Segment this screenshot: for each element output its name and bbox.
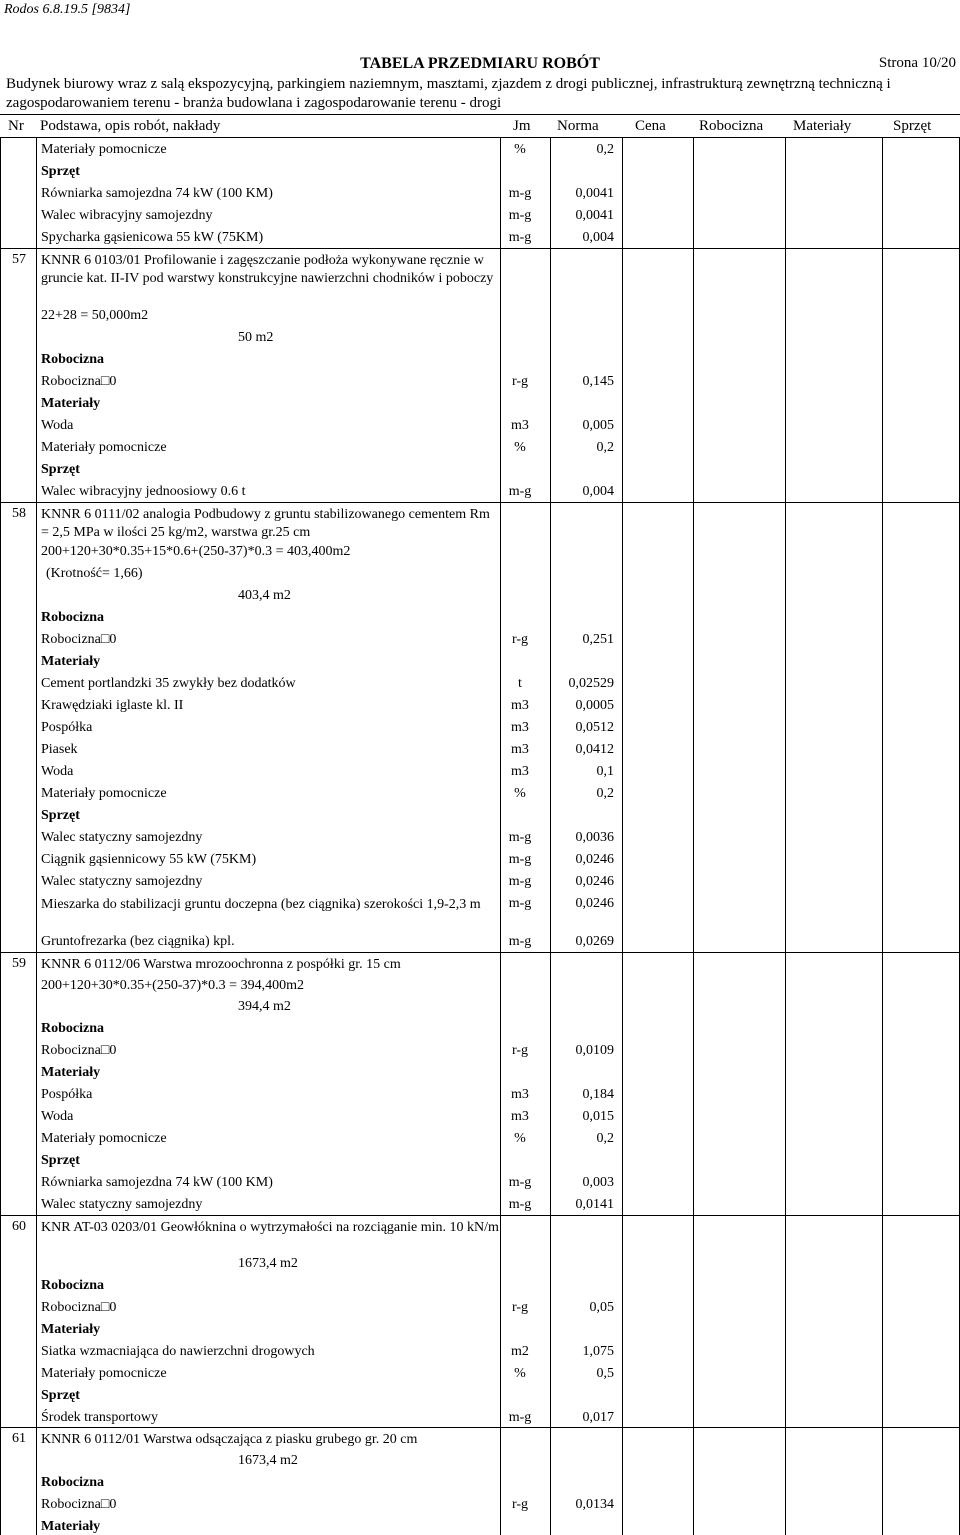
resource-norma: 0,0246 [575, 874, 614, 889]
col-header-cena: Cena [635, 118, 666, 134]
column-rule [0, 137, 1, 1535]
position-separator [0, 502, 960, 503]
resource-norma: 0,0041 [575, 208, 614, 223]
quantity-calculation: 22+28 = 50,000m2 [41, 308, 149, 323]
column-rule [693, 137, 694, 1535]
resource-name: Walec statyczny samojezdny [41, 830, 203, 845]
resource-unit: m3 [511, 698, 529, 713]
resource-norma: 0,0134 [575, 1497, 614, 1512]
resource-unit: r-g [511, 1497, 529, 1512]
resource-unit: m-g [508, 874, 532, 889]
position-separator [0, 1427, 960, 1428]
resource-name: Równiarka samojezdna 74 kW (100 KM) [41, 186, 273, 201]
column-rule [36, 137, 37, 1535]
section-heading: Materiały [41, 1519, 101, 1534]
section-heading: Robocizna [41, 1475, 104, 1490]
resource-norma: 1,075 [582, 1344, 614, 1359]
resource-name: Walec statyczny samojezdny [41, 1197, 203, 1212]
section-heading: Materiały [41, 1322, 101, 1337]
resource-norma: 0,2 [596, 786, 614, 801]
resource-unit: m3 [511, 742, 529, 757]
section-heading: Robocizna [41, 610, 104, 625]
resource-unit: m3 [511, 418, 529, 433]
resource-name: Robocizna□0 [41, 1300, 117, 1315]
resource-unit: t [518, 676, 522, 691]
resource-unit: m3 [511, 720, 529, 735]
resource-norma: 0,2 [596, 440, 614, 455]
resource-norma: 0,0005 [575, 698, 614, 713]
position-description: KNNR 6 0112/01 Warstwa odsączająca z piasku grubego gr. 20 cm [41, 1432, 418, 1447]
resource-norma: 0,02529 [568, 676, 614, 691]
resource-norma: 0,251 [582, 632, 614, 647]
resource-unit: r-g [511, 1300, 529, 1315]
resource-name: Pospółka [41, 720, 93, 735]
subtitle-line-2: zagospodarowaniem terenu - branża budowlana i zagospodarowanie terenu - drogi [6, 95, 502, 111]
resource-unit: % [514, 440, 526, 455]
resource-name: Walec wibracyjny samojezdny [41, 208, 213, 223]
col-header-nr: Nr [8, 118, 24, 134]
position-description: KNNR 6 0111/02 analogia Podbudowy z gruntu stabilizowanego cementem Rm = 2,5 MPa w ilości 25 kg/m2, warstwa gr.25 cm [41, 507, 490, 540]
position-number: 59 [12, 956, 26, 971]
resource-name: Woda [41, 418, 74, 433]
resource-name: Równiarka samojezdna 74 kW (100 KM) [41, 1175, 273, 1190]
resource-name: Walec statyczny samojezdny [41, 874, 203, 889]
resource-unit: r-g [511, 1043, 529, 1058]
column-rule [785, 137, 786, 1535]
resource-unit: m3 [511, 764, 529, 779]
resource-name: Robocizna□0 [41, 374, 117, 389]
resource-norma: 0,0412 [575, 742, 614, 757]
quantity-calculation: 200+120+30*0.35+(250-37)*0.3 = 394,400m2 [41, 978, 304, 993]
resource-norma: 0,004 [582, 484, 614, 499]
position-number: 60 [12, 1219, 26, 1234]
resource-name: Materiały pomocnicze [41, 440, 167, 455]
resource-unit: m3 [511, 1087, 529, 1102]
section-heading: Robocizna [41, 1278, 104, 1293]
header-bottom-rule [0, 137, 960, 138]
resource-unit: m-g [508, 1197, 532, 1212]
column-rule [882, 137, 883, 1535]
resource-norma: 0,0036 [575, 830, 614, 845]
page-number: Strona 10/20 [878, 55, 956, 71]
resource-norma: 0,017 [582, 1410, 614, 1425]
resource-name: Robocizna□0 [41, 632, 117, 647]
resource-name: Ciągnik gąsiennicowy 55 kW (75KM) [41, 852, 257, 867]
section-heading: Sprzęt [41, 462, 80, 477]
resource-norma: 0,2 [596, 142, 614, 157]
position-quantity: 394,4 m2 [238, 999, 291, 1014]
resource-unit: % [514, 1131, 526, 1146]
resource-name: Gruntofrezarka (bez ciągnika) kpl. [41, 934, 235, 949]
quantity-calculation: 200+120+30*0.35+15*0.6+(250-37)*0.3 = 403,400m2 [41, 544, 351, 559]
resource-norma: 0,2 [596, 1131, 614, 1146]
resource-name: Materiały pomocnicze [41, 1366, 167, 1381]
resource-norma: 0,0246 [575, 852, 614, 867]
resource-name: Walec wibracyjny jednoosiowy 0.6 t [41, 484, 246, 499]
section-heading: Materiały [41, 396, 101, 411]
resource-norma: 0,0141 [575, 1197, 614, 1212]
col-header-podstawa: Podstawa, opis robót, nakłady [40, 118, 221, 134]
resource-name: Siatka wzmacniająca do nawierzchni drogowych [41, 1344, 315, 1359]
resource-unit: m-g [508, 934, 532, 949]
resource-norma: 0,0041 [575, 186, 614, 201]
resource-norma: 0,5 [596, 1366, 614, 1381]
multiplier-note: (Krotność= 1,66) [46, 566, 143, 581]
position-quantity: 1673,4 m2 [238, 1453, 298, 1468]
resource-norma: 0,005 [582, 418, 614, 433]
header-top-rule [0, 114, 960, 115]
position-description: KNNR 6 0103/01 Profilowanie i zagęszczanie podłoża wykonywane ręcznie w gruncie kat. II-IV pod warstwy konstrukcyjne nawierzchni chodników i poboczy [41, 253, 494, 286]
position-separator [0, 1215, 960, 1216]
section-heading: Sprzęt [41, 164, 80, 179]
position-quantity: 403,4 m2 [238, 588, 291, 603]
resource-unit: m-g [508, 896, 532, 911]
resource-name: Robocizna□0 [41, 1043, 117, 1058]
resource-norma: 0,0109 [575, 1043, 614, 1058]
resource-name: Mieszarka do stabilizacji gruntu doczepna (bez ciągnika) szerokości 1,9-2,3 m [41, 897, 481, 912]
col-header-sprzet: Sprzęt [893, 118, 932, 134]
position-separator [0, 248, 960, 249]
resource-unit: m-g [508, 230, 532, 245]
col-header-materialy: Materiały [793, 118, 852, 134]
resource-unit: m-g [508, 1410, 532, 1425]
resource-norma: 0,0246 [575, 896, 614, 911]
position-description: KNNR 6 0112/06 Warstwa mrozoochronna z pospółki gr. 15 cm [41, 957, 401, 972]
position-quantity: 1673,4 m2 [238, 1256, 298, 1271]
app-title: Rodos 6.8.19.5 [9834] [4, 2, 131, 17]
resource-name: Cement portlandzki 35 zwykły bez dodatków [41, 676, 296, 691]
resource-name: Robocizna□0 [41, 1497, 117, 1512]
resource-norma: 0,0512 [575, 720, 614, 735]
section-heading: Sprzęt [41, 1388, 80, 1403]
subtitle-line-1: Budynek biurowy wraz z salą ekspozycyjną, parkingiem naziemnym, masztami, zjazdem z drogi publicznej, infrastrukturą zewnętrzną techniczną i [6, 76, 891, 92]
resource-norma: 0,003 [582, 1175, 614, 1190]
resource-unit: m3 [511, 1109, 529, 1124]
resource-unit: m-g [508, 1175, 532, 1190]
position-separator [0, 952, 960, 953]
position-description: KNR AT-03 0203/01 Geowłóknina o wytrzymałości na rozciąganie min. 10 kN/m [41, 1220, 499, 1235]
position-number: 61 [12, 1431, 26, 1446]
resource-name: Krawędziaki iglaste kl. II [41, 698, 184, 713]
position-number: 58 [12, 506, 26, 521]
section-heading: Materiały [41, 654, 101, 669]
resource-unit: m-g [508, 186, 532, 201]
resource-norma: 0,184 [582, 1087, 614, 1102]
section-heading: Materiały [41, 1065, 101, 1080]
resource-unit: % [514, 786, 526, 801]
resource-name: Materiały pomocnicze [41, 786, 167, 801]
resource-name: Pospółka [41, 1087, 93, 1102]
resource-unit: m-g [508, 208, 532, 223]
resource-unit: m-g [508, 830, 532, 845]
resource-name: Środek transportowy [41, 1410, 159, 1425]
resource-name: Materiały pomocnicze [41, 1131, 167, 1146]
col-header-norma: Norma [557, 118, 599, 134]
resource-name: Woda [41, 1109, 74, 1124]
resource-name: Materiały pomocnicze [41, 142, 167, 157]
resource-name: Piasek [41, 742, 78, 757]
position-quantity: 50 m2 [238, 330, 274, 345]
resource-norma: 0,004 [582, 230, 614, 245]
column-rule [622, 137, 623, 1535]
resource-unit: % [514, 142, 526, 157]
resource-name: Woda [41, 764, 74, 779]
section-heading: Sprzęt [41, 1153, 80, 1168]
resource-norma: 0,1 [596, 764, 614, 779]
section-heading: Sprzęt [41, 808, 80, 823]
resource-unit: m-g [508, 484, 532, 499]
resource-norma: 0,015 [582, 1109, 614, 1124]
position-number: 57 [12, 252, 26, 267]
document-title: TABELA PRZEDMIARU ROBÓT [360, 55, 600, 72]
resource-unit: r-g [511, 632, 529, 647]
col-header-jm: Jm [513, 118, 531, 134]
resource-name: Spycharka gąsienicowa 55 kW (75KM) [41, 230, 264, 245]
section-heading: Robocizna [41, 1021, 104, 1036]
resource-unit: m-g [508, 852, 532, 867]
resource-unit: % [514, 1366, 526, 1381]
col-header-robocizna: Robocizna [699, 118, 764, 134]
resource-unit: m2 [511, 1344, 529, 1359]
section-heading: Robocizna [41, 352, 104, 367]
resource-norma: 0,145 [582, 374, 614, 389]
resource-norma: 0,05 [589, 1300, 614, 1315]
resource-norma: 0,0269 [575, 934, 614, 949]
resource-unit: r-g [511, 374, 529, 389]
